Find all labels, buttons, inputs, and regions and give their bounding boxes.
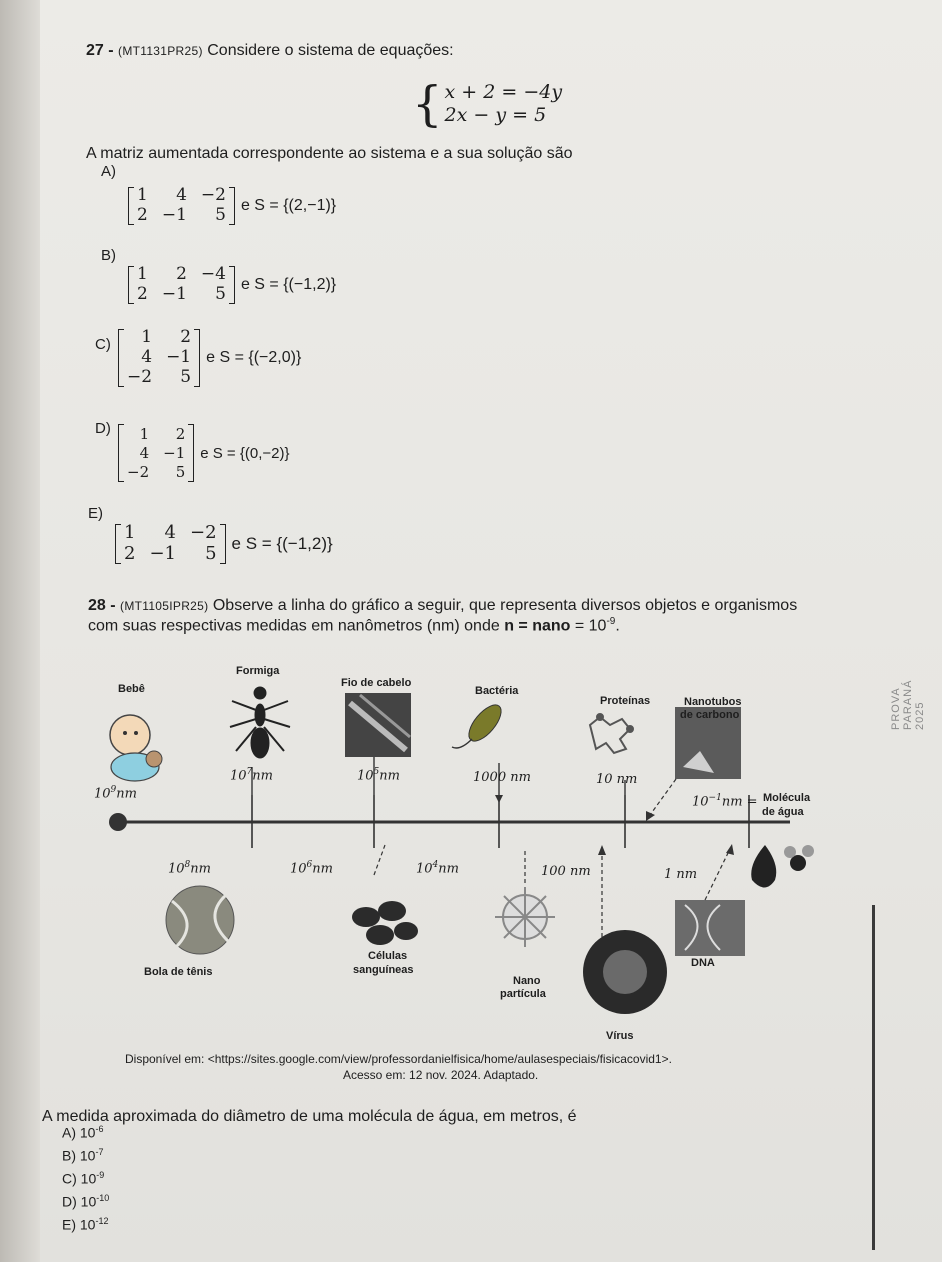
scale-exp: 5	[373, 767, 380, 777]
scale-1e4	[416, 860, 459, 876]
option-d-letter: D)	[95, 420, 111, 437]
answer-e[interactable]	[62, 1216, 108, 1233]
blood-cells-icon	[352, 901, 418, 945]
option-d-matrix	[124, 425, 188, 481]
scale-base: 10	[94, 786, 111, 802]
matrix-cell: 5	[175, 463, 186, 481]
matrix-cell: −2	[190, 522, 217, 543]
scale-1e8	[168, 860, 211, 876]
option-d[interactable]	[118, 424, 289, 482]
option-c-letter: C)	[95, 336, 111, 353]
matrix-cell: −1	[161, 205, 187, 225]
scale-unit: nm	[252, 768, 273, 784]
option-b-solution: e S = {(−1,2)}	[240, 275, 337, 293]
label-nano: Nano	[513, 975, 541, 987]
label-formiga: Formiga	[236, 665, 280, 677]
scale-unit: nm	[379, 768, 400, 784]
watermark: PROVA PARANÁ 2025	[890, 679, 926, 730]
scale-exp: 4	[432, 860, 439, 870]
scale-unit: nm =	[721, 794, 758, 810]
scale-unit: nm	[312, 861, 333, 877]
label-bebe: Bebê	[118, 683, 145, 695]
equation-system	[412, 76, 563, 132]
option-b-letter: B)	[101, 247, 116, 264]
q27-header	[86, 42, 454, 60]
q28-number: 28 -	[88, 597, 116, 614]
scale-base: 10	[168, 861, 185, 877]
answer-base: 10	[79, 1147, 96, 1164]
answer-exp: -10	[96, 1193, 110, 1203]
answer-base: 10	[80, 1170, 97, 1187]
q27-prompt: Considere o sistema de equações:	[207, 42, 454, 59]
matrix-cell: 1	[124, 522, 136, 543]
scale-base: 10	[692, 794, 709, 810]
option-c-solution: e S = {(−2,0)}	[206, 348, 302, 366]
answer-exp: -9	[96, 1170, 105, 1180]
virus-icon	[583, 930, 667, 1014]
scale-exp: −1	[708, 793, 722, 803]
matrix-cell: 5	[215, 284, 226, 304]
scale-exp: 6	[306, 860, 313, 870]
q28-prompt-line1: Observe a linha do gráfico a seguir, que representa diversos objetos e organismos	[212, 597, 798, 614]
nanoparticle-icon	[495, 887, 555, 947]
scale-base: 10	[357, 768, 374, 784]
option-e-solution: e S = {(−1,2)}	[231, 533, 333, 553]
label-virus: Vírus	[606, 1030, 634, 1042]
margin-bar	[872, 905, 875, 1250]
answer-base: 10	[79, 1216, 96, 1233]
answer-letter: C)	[62, 1170, 77, 1187]
matrix-cell: 1	[139, 425, 150, 443]
bracket-right-icon	[229, 187, 235, 225]
matrix-cell: 4	[176, 185, 187, 205]
equation-1: x + 2 = −4y	[444, 81, 563, 103]
scale-unit: nm	[438, 861, 459, 877]
matrix-cell: 5	[205, 543, 217, 564]
matrix-cell: 4	[164, 522, 176, 543]
matrix-cell: 1	[141, 327, 153, 347]
scale-1e5	[357, 767, 400, 783]
option-b[interactable]	[128, 265, 336, 304]
label-bola: Bola de tênis	[144, 966, 213, 978]
answer-exp: -6	[95, 1124, 104, 1134]
matrix-cell: −2	[127, 463, 150, 481]
q27-statement: A matriz aumentada correspondente ao sistema e a sua solução são	[86, 145, 573, 162]
source-line-2: Acesso em: 12 nov. 2024. Adaptado.	[343, 1068, 539, 1082]
matrix-cell: 5	[215, 205, 226, 225]
matrix-cell: −2	[200, 185, 226, 205]
bracket-right-icon	[220, 524, 226, 564]
matrix-cell: −1	[163, 444, 186, 462]
protein-icon	[590, 714, 633, 753]
tennis-ball-icon	[166, 886, 234, 954]
answer-b[interactable]	[62, 1147, 103, 1164]
option-b-matrix	[134, 265, 229, 304]
q28-header	[88, 596, 888, 616]
answer-letter: A)	[62, 1124, 76, 1141]
answer-exp: -12	[95, 1216, 109, 1226]
scale-exp: 9	[110, 785, 117, 795]
label-agua: de água	[762, 806, 804, 818]
scale-unit: nm	[190, 861, 211, 877]
option-e-matrix	[121, 523, 220, 564]
answer-a[interactable]	[62, 1124, 103, 1141]
option-a-letter: A)	[101, 163, 116, 180]
scale-exp: 8	[184, 860, 191, 870]
scale-1em1	[692, 793, 758, 809]
label-bacteria: Bactéria	[475, 685, 519, 697]
scale-figure-art	[80, 655, 870, 1050]
scale-exp: 7	[246, 767, 253, 777]
water-molecule-icon	[751, 845, 814, 888]
answer-letter: D)	[62, 1193, 77, 1210]
scale-1: 1 nm	[664, 867, 698, 882]
q28-question: A medida aproximada do diâmetro de uma molécula de água, em metros, é	[42, 1108, 577, 1125]
option-e[interactable]	[115, 523, 333, 564]
answer-base: 10	[79, 1124, 96, 1141]
scale-unit: nm	[116, 786, 137, 802]
answer-d[interactable]	[62, 1193, 109, 1210]
page-edge-shadow	[0, 0, 40, 1262]
scale-1e6	[290, 860, 333, 876]
bracket-right-icon	[194, 329, 200, 387]
option-d-solution: e S = {(0,−2)}	[200, 444, 290, 462]
q28-nano-exp: -9	[606, 616, 616, 627]
label-celulas: Células	[368, 950, 408, 962]
matrix-cell: 2	[175, 425, 186, 443]
ant-icon	[230, 687, 290, 758]
scale-1000: 1000 nm	[473, 770, 531, 785]
q28-prompt-end: .	[615, 617, 620, 635]
baby-icon	[110, 715, 162, 781]
option-e-letter: E)	[88, 505, 103, 522]
q28-code: (MT1105IPR25)	[120, 599, 209, 613]
scale-figure	[80, 655, 870, 1050]
hair-icon	[345, 693, 411, 757]
matrix-cell: 2	[137, 205, 148, 225]
equation-2: 2x − y = 5	[444, 104, 547, 126]
scale-1e9	[94, 785, 137, 801]
label-fio: Fio de cabelo	[341, 677, 412, 689]
matrix-cell: 1	[137, 264, 148, 284]
label-carbono: de carbono	[680, 709, 740, 721]
matrix-cell: 1	[137, 185, 148, 205]
source-line-1: Disponível em: <https://sites.google.com/view/professordanielfisica/home/aulasespeciais/fisicacovid1>.	[125, 1052, 672, 1066]
bracket-right-icon	[188, 424, 194, 482]
q28-nano-eq: = 10	[570, 617, 607, 635]
matrix-cell: −4	[200, 264, 226, 284]
answer-base: 10	[80, 1193, 97, 1210]
matrix-cell: 4	[141, 347, 153, 367]
q28-prompt-line2	[88, 616, 620, 635]
matrix-cell: 5	[180, 367, 192, 387]
answer-exp: -7	[95, 1147, 104, 1157]
option-a[interactable]	[128, 186, 336, 225]
dna-icon	[675, 900, 745, 956]
matrix-cell: 2	[176, 264, 187, 284]
q27-code: (MT1131PR25)	[118, 44, 203, 58]
bracket-right-icon	[229, 266, 235, 304]
option-c-matrix	[124, 328, 194, 387]
label-molecula: Molécula	[763, 792, 811, 804]
option-a-solution: e S = {(2,−1)}	[240, 196, 337, 214]
matrix-cell: 2	[137, 284, 148, 304]
scale-base: 10	[416, 861, 433, 877]
label-dna: DNA	[691, 957, 715, 969]
label-sanguineas: sanguíneas	[353, 964, 414, 976]
q28-nano-def: n = nano	[504, 617, 571, 635]
label-particula: partícula	[500, 988, 546, 1000]
matrix-cell: −1	[149, 543, 176, 564]
label-nanotubos: Nanotubos	[684, 696, 742, 708]
matrix-cell: −2	[127, 367, 153, 387]
system-brace-icon: {	[412, 76, 443, 132]
scale-base: 10	[290, 861, 307, 877]
option-a-matrix	[134, 186, 229, 225]
matrix-cell: −1	[161, 284, 187, 304]
q28-prompt-text: com suas respectivas medidas em nanômetros (nm) onde	[88, 617, 500, 635]
bacteria-icon	[452, 700, 507, 748]
label-proteinas: Proteínas	[600, 695, 651, 707]
answer-letter: E)	[62, 1216, 76, 1233]
scale-100: 100 nm	[541, 864, 591, 879]
scale-1e7	[230, 767, 273, 783]
scale-10: 10 nm	[596, 772, 638, 787]
q27-number: 27 -	[86, 42, 114, 59]
matrix-cell: 2	[124, 543, 136, 564]
scale-base: 10	[230, 768, 247, 784]
option-c[interactable]	[118, 328, 301, 387]
matrix-cell: −1	[166, 347, 192, 367]
matrix-cell: 2	[180, 327, 192, 347]
matrix-cell: 4	[139, 444, 150, 462]
answer-c[interactable]	[62, 1170, 104, 1187]
answer-letter: B)	[62, 1147, 76, 1164]
